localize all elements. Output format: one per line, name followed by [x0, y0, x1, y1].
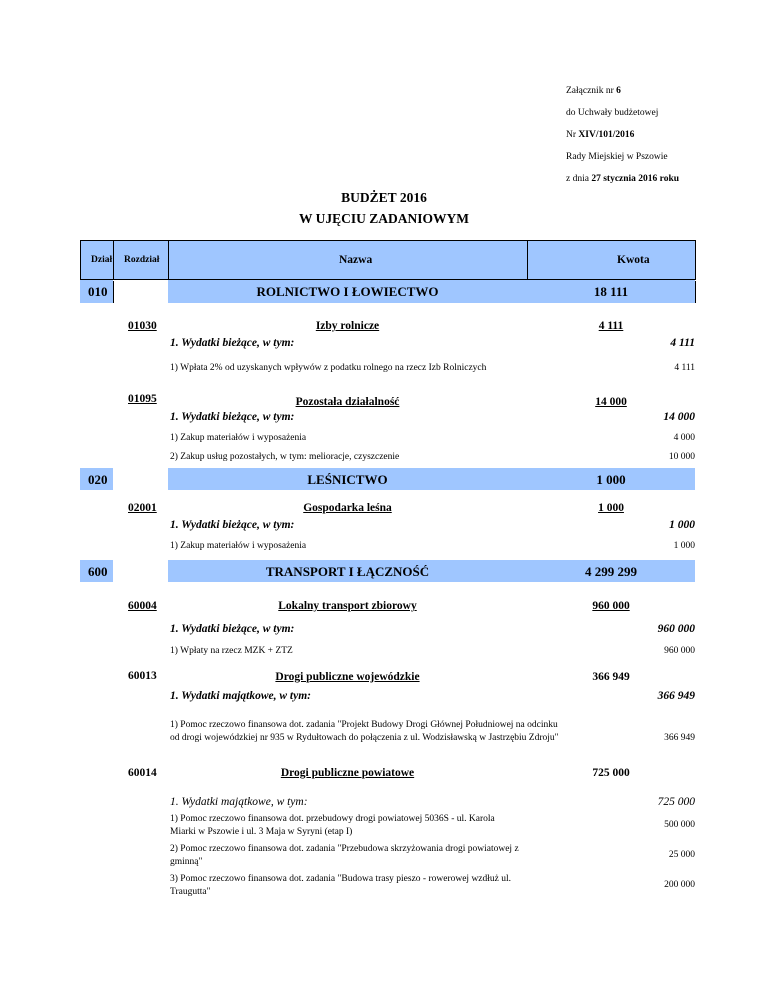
group-amount: 960 000: [657, 623, 695, 635]
group-amount: 1 000: [669, 519, 695, 531]
rozdzial-02001-amount: 1 000: [598, 502, 624, 514]
attachment-header: [566, 84, 679, 194]
item-text: 1) Pomoc rzeczowo finansowa dot. przebudowy drogi powiatowej 5036S - ul. Karola Miarki w Pszowie i ul. 3 Maja w Syryni (etap I): [170, 814, 495, 837]
dzial-020-name: LEŚNICTWO: [307, 472, 388, 487]
group-label: 1. Wydatki bieżące, w tym:: [170, 519, 295, 531]
rozdzial-01095-name: Pozostała działalność: [295, 396, 400, 408]
rozdzial-60014-amount: 725 000: [592, 767, 630, 779]
rozdzial-01030-name: Izby rolnicze: [315, 320, 380, 332]
group-amount: 366 949: [657, 690, 695, 702]
item-text: 3) Pomoc rzeczowo finansowa dot. zadania "Budowa trasy pieszo - rowerowej wzdłuż ul. Traugutta": [170, 874, 512, 897]
rozdzial-60004-amount: 960 000: [592, 600, 630, 612]
dzial-010-code: 010: [88, 284, 108, 299]
dzial-600-code: 600: [88, 564, 108, 579]
item-amount: 4 000: [673, 433, 695, 443]
header-rozdzial: Rozdział: [124, 255, 160, 265]
header-nazwa: Nazwa: [339, 254, 373, 266]
rozdzial-01030-code: 01030: [128, 320, 157, 332]
page-title: [0, 187, 768, 229]
grid-line: [113, 281, 114, 303]
title-line-1: BUDŻET 2016: [341, 190, 427, 205]
header-kwota: Kwota: [617, 254, 650, 266]
item-amount: 4 111: [674, 363, 695, 373]
table-header: [80, 240, 696, 280]
rozdzial-60014-code: 60014: [128, 767, 157, 779]
group-label: 1. Wydatki bieżące, w tym:: [170, 337, 295, 349]
item-amount: 1 000: [673, 541, 695, 551]
item-amount: 960 000: [664, 646, 695, 656]
item-text: 1) Wpłaty na rzecz MZK + ZTZ: [170, 646, 293, 656]
dzial-600-amount: 4 299 299: [585, 564, 637, 579]
dzial-600-name: TRANSPORT I ŁĄCZNOŚĆ: [265, 564, 430, 579]
item-amount: 25 000: [668, 850, 695, 860]
rozdzial-60013-name: Drogi publiczne wojewódzkie: [275, 671, 420, 683]
grid-line: [113, 240, 114, 280]
rozdzial-60013-code: 60013: [128, 670, 157, 682]
rozdzial-60014-name: Drogi publiczne powiatowe: [280, 767, 415, 779]
title-line-2: W UJĘCIU ZADANIOWYM: [298, 211, 469, 226]
rozdzial-60013-amount: 366 949: [592, 671, 630, 683]
dzial-010-name: ROLNICTWO I ŁOWIECTWO: [256, 284, 439, 299]
grid-line: [695, 281, 696, 303]
item-text: 1) Wpłata 2% od uzyskanych wpływów z podatku rolnego na rzecz Izb Rolniczych: [170, 363, 487, 373]
item-amount: 500 000: [664, 820, 695, 830]
item-amount: 10 000: [668, 452, 695, 462]
item-text: 2) Pomoc rzeczowo finansowa dot. zadania "Przebudowa skrzyżowania drogi powiatowej z gminną": [170, 844, 519, 867]
group-label: 1. Wydatki majątkowe, w tym:: [170, 690, 311, 702]
attachment-line-5: z dnia 27 stycznia 2016 roku: [566, 174, 680, 184]
rozdzial-02001-code: 02001: [128, 502, 157, 514]
group-amount: 14 000: [663, 411, 695, 423]
rozdzial-60004-code: 60004: [128, 600, 157, 612]
item-text: 1) Pomoc rzeczowo finansowa dot. zadania "Projekt Budowy Drogi Głównej Południowej na odcinku od drogi wojewódzkiej nr 935 w Rydułtowach do połączenia z ul. Wodzisławską w Jastrzębiu Zdroju": [170, 720, 559, 743]
rozdzial-02001-name: Gospodarka leśna: [303, 502, 392, 514]
group-label: 1. Wydatki bieżące, w tym:: [170, 411, 295, 423]
dzial-020-code: 020: [88, 472, 108, 487]
item-text: 1) Zakup materiałów i wyposażenia: [170, 433, 307, 443]
rozdzial-01030-amount: 4 111: [598, 320, 624, 332]
dzial-020-amount: 1 000: [596, 472, 626, 487]
rozdzial-60004-name: Lokalny transport zbiorowy: [278, 600, 417, 612]
grid-line: [168, 240, 169, 280]
group-amount: 4 111: [670, 337, 695, 349]
group-label: 1. Wydatki majątkowe, w tym:: [170, 796, 308, 808]
header-dzial: Dział: [91, 255, 113, 265]
item-amount: 366 949: [664, 733, 695, 743]
grid-line: [80, 240, 81, 280]
attachment-line-2: do Uchwały budżetowej: [566, 108, 659, 118]
rozdzial-01095-code: 01095: [128, 393, 157, 405]
item-text: 2) Zakup usług pozostałych, w tym: melioracje, czyszczenie: [170, 452, 400, 462]
rozdzial-01095-amount: 14 000: [595, 396, 627, 408]
attachment-line-1: Załącznik nr 6: [566, 86, 621, 96]
grid-line: [695, 240, 696, 280]
group-amount: 725 000: [657, 796, 695, 808]
item-amount: 200 000: [664, 880, 695, 890]
grid-line: [527, 240, 528, 280]
attachment-line-4: Rady Miejskiej w Pszowie: [566, 152, 668, 162]
item-text: 1) Zakup materiałów i wyposażenia: [170, 541, 307, 551]
group-label: 1. Wydatki bieżące, w tym:: [170, 623, 295, 635]
attachment-line-3: Nr XIV/101/2016: [566, 130, 635, 140]
dzial-010-amount: 18 111: [593, 284, 629, 299]
